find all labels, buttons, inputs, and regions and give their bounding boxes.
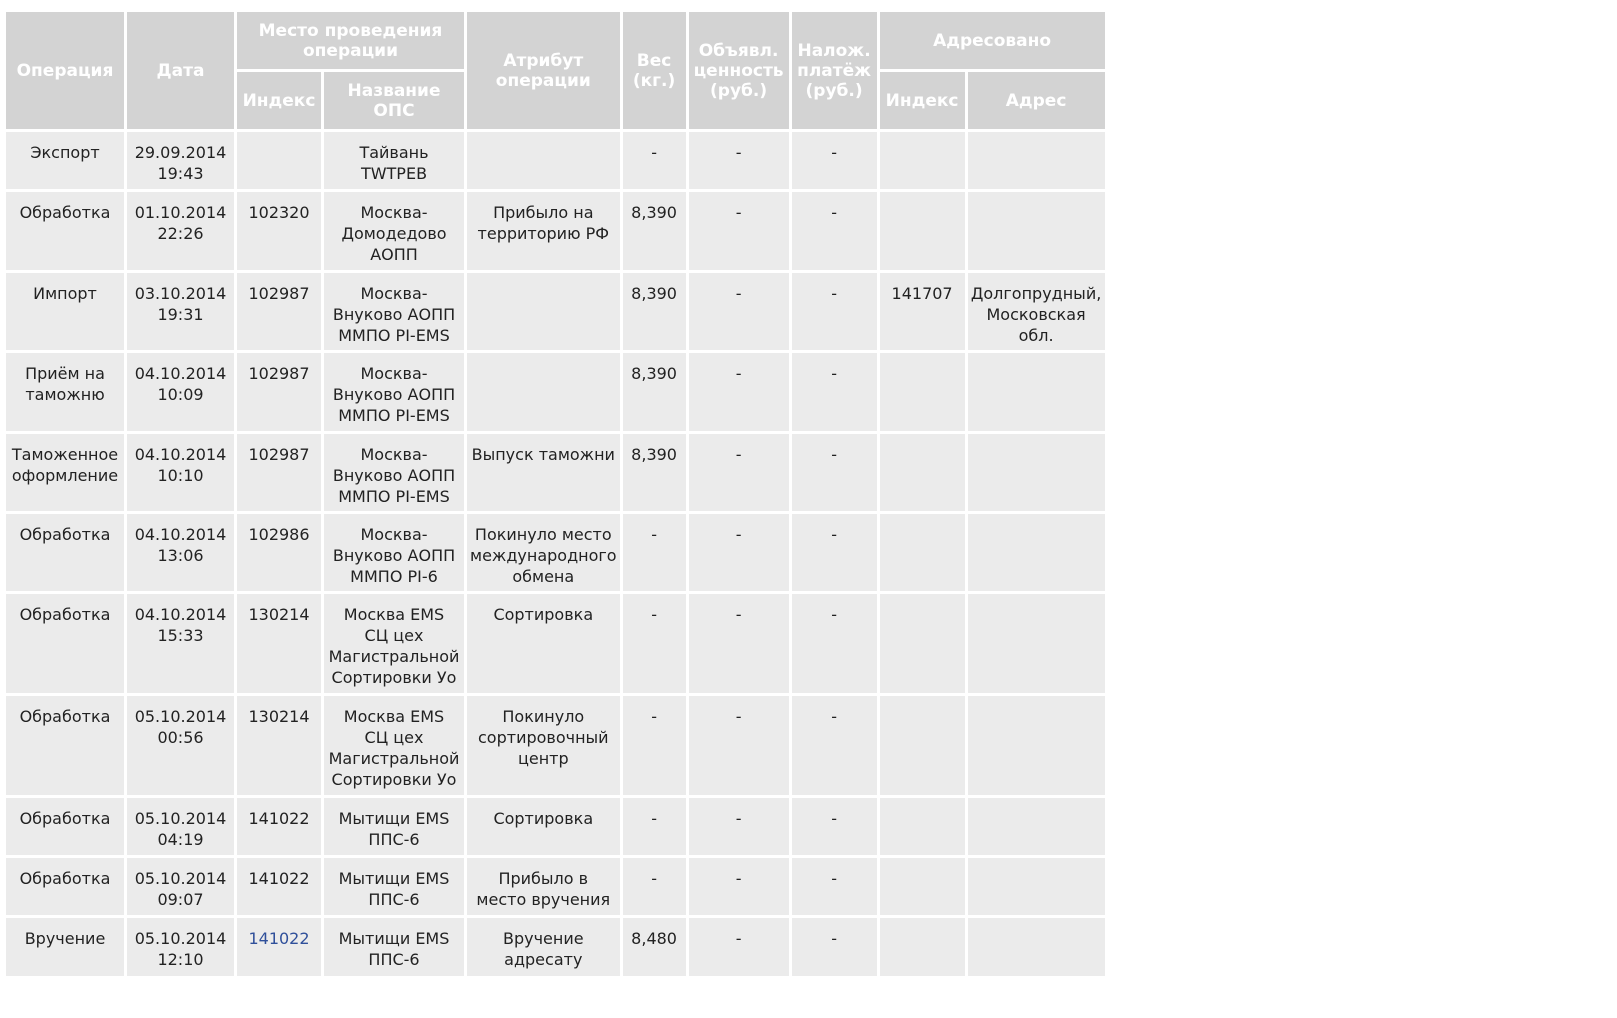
ops-name-line: Москва- xyxy=(360,525,428,544)
cell-addressed-index xyxy=(880,858,965,915)
date-text: 01.10.2014 xyxy=(134,203,227,222)
attribute-line: обмена xyxy=(512,567,575,586)
cod-text: - xyxy=(831,605,837,624)
declared-value-text: - xyxy=(735,143,742,162)
header-place-group: Место проведения операции xyxy=(237,12,464,69)
cod-text: - xyxy=(831,869,837,888)
cell-declared-value xyxy=(689,858,789,915)
ops-name-line: Москва- xyxy=(360,445,428,464)
attribute-line: Вручение xyxy=(502,929,584,948)
attribute-line: адресату xyxy=(504,950,583,969)
time-text: 09:07 xyxy=(157,890,204,909)
cell-cod xyxy=(792,353,877,431)
ops-name-line: Тайвань xyxy=(359,143,429,162)
attribute-line: сортировочный xyxy=(478,728,609,747)
date-text: 29.09.2014 xyxy=(134,143,227,162)
cell-attribute xyxy=(467,434,620,511)
place-index-text: 102987 xyxy=(248,284,310,303)
ops-name-line: Москва EMS xyxy=(343,605,445,624)
declared-value-text: - xyxy=(735,929,742,948)
cell-declared-value xyxy=(689,132,789,189)
cell-date xyxy=(127,353,234,431)
cell-declared-value xyxy=(689,434,789,511)
ops-name-line: ММПО PI-EMS xyxy=(338,326,450,345)
cell-operation xyxy=(6,273,124,350)
cod-text: - xyxy=(831,284,837,303)
cell-ops-name xyxy=(324,798,464,855)
operation-text: Экспорт xyxy=(30,143,100,162)
cell-address xyxy=(968,273,1105,350)
cell-place-index xyxy=(237,273,321,350)
attribute-line: международного xyxy=(470,546,617,565)
cod-text: - xyxy=(831,809,837,828)
cell-cod xyxy=(792,514,877,591)
time-text: 04:19 xyxy=(157,830,204,849)
time-text: 12:10 xyxy=(157,950,204,969)
date-text: 03.10.2014 xyxy=(134,284,227,303)
header-cod: Налож. платёж (руб.) xyxy=(792,12,877,129)
cell-attribute xyxy=(467,918,620,976)
header-operation: Операция xyxy=(6,12,124,129)
weight-text: - xyxy=(651,605,657,624)
place-index-text: 130214 xyxy=(248,605,310,624)
header-addressed-index: Индекс xyxy=(880,72,965,129)
declared-value-text: - xyxy=(735,203,742,222)
cell-operation xyxy=(6,918,124,976)
place-index-text: 102987 xyxy=(248,364,310,383)
cell-weight xyxy=(623,434,686,511)
cell-operation xyxy=(6,353,124,431)
address-line: Долгопрудный, xyxy=(970,284,1102,303)
header-address: Адрес xyxy=(968,72,1105,129)
declared-value-text: - xyxy=(735,869,742,888)
attribute-line: Покинуло xyxy=(502,707,585,726)
date-text: 05.10.2014 xyxy=(134,707,227,726)
date-text: 04.10.2014 xyxy=(134,445,227,464)
ops-name-line: ММПО PI-EMS xyxy=(338,406,450,425)
cell-address xyxy=(968,192,1105,270)
operation-text: Приём на таможню xyxy=(25,364,105,404)
ops-name-line: Внуково АОПП xyxy=(332,546,456,565)
cell-place-index xyxy=(237,192,321,270)
table-row xyxy=(6,273,1105,350)
cell-cod xyxy=(792,858,877,915)
date-text: 04.10.2014 xyxy=(134,605,227,624)
operation-text: Обработка xyxy=(19,707,111,726)
cell-place-index xyxy=(237,594,321,693)
cell-cod xyxy=(792,918,877,976)
cell-ops-name xyxy=(324,858,464,915)
time-text: 10:10 xyxy=(157,466,204,485)
cell-weight xyxy=(623,594,686,693)
cell-attribute xyxy=(467,514,620,591)
cell-attribute xyxy=(467,353,620,431)
cell-operation xyxy=(6,594,124,693)
cell-addressed-index xyxy=(880,273,965,350)
weight-text: 8,390 xyxy=(631,284,677,303)
header-place-index: Индекс xyxy=(237,72,321,129)
cell-weight xyxy=(623,858,686,915)
operation-text: Обработка xyxy=(19,869,111,888)
cell-declared-value xyxy=(689,594,789,693)
cell-ops-name xyxy=(324,918,464,976)
cell-addressed-index xyxy=(880,798,965,855)
cell-date xyxy=(127,273,234,350)
ops-name-line: ППС-6 xyxy=(368,950,420,969)
ops-name-line: Мытищи EMS xyxy=(338,809,450,828)
place-index-text: 102320 xyxy=(248,203,310,222)
ops-name-line: СЦ цех xyxy=(364,728,424,747)
cell-place-index xyxy=(237,798,321,855)
date-text: 05.10.2014 xyxy=(134,869,227,888)
header-weight: Вес (кг.) xyxy=(623,12,686,129)
cell-address xyxy=(968,918,1105,976)
cell-place-index xyxy=(237,514,321,591)
weight-text: - xyxy=(651,707,657,726)
cell-operation xyxy=(6,192,124,270)
operation-text: Таможенное оформление xyxy=(11,445,119,485)
date-text: 05.10.2014 xyxy=(134,929,227,948)
ops-name-line: Внуково АОПП xyxy=(332,305,456,324)
cod-text: - xyxy=(831,203,837,222)
table-row xyxy=(6,594,1105,693)
ops-name-line: ММПО PI-EMS xyxy=(338,487,450,506)
time-text: 19:43 xyxy=(157,164,204,183)
cell-date xyxy=(127,192,234,270)
time-text: 15:33 xyxy=(157,626,204,645)
cell-place-index xyxy=(237,858,321,915)
cell-address xyxy=(968,594,1105,693)
weight-text: 8,390 xyxy=(631,203,677,222)
cell-address xyxy=(968,434,1105,511)
cell-attribute xyxy=(467,273,620,350)
ops-name-line: Домодедово xyxy=(341,224,447,243)
ops-name-line: Сортировки Уо xyxy=(331,668,457,687)
cell-date xyxy=(127,132,234,189)
cell-address xyxy=(968,514,1105,591)
cell-date xyxy=(127,594,234,693)
weight-text: 8,390 xyxy=(631,445,677,464)
place-index-text: 102987 xyxy=(248,445,310,464)
cell-ops-name xyxy=(324,696,464,795)
cell-date xyxy=(127,798,234,855)
cell-weight xyxy=(623,192,686,270)
header-addressed-group: Адресовано xyxy=(880,12,1105,69)
cod-text: - xyxy=(831,445,837,464)
cell-weight xyxy=(623,696,686,795)
declared-value-text: - xyxy=(735,445,742,464)
cell-attribute xyxy=(467,192,620,270)
operation-text: Обработка xyxy=(19,605,111,624)
address-line: Московская xyxy=(986,305,1086,324)
cell-date xyxy=(127,514,234,591)
ops-name-line: Москва- xyxy=(360,284,428,303)
cell-addressed-index xyxy=(880,594,965,693)
table-row xyxy=(6,132,1105,189)
ops-name-line: ММПО PI-6 xyxy=(350,567,438,586)
attribute-line: территорию РФ xyxy=(477,224,610,243)
date-text: 04.10.2014 xyxy=(134,525,227,544)
attribute-line: Покинуло место xyxy=(474,525,612,544)
cell-operation xyxy=(6,514,124,591)
cell-operation xyxy=(6,798,124,855)
operation-text: Вручение xyxy=(24,929,106,948)
cod-text: - xyxy=(831,525,837,544)
ops-name-line: Сортировки Уо xyxy=(331,770,457,789)
cell-date xyxy=(127,858,234,915)
place-index-text: 141022 xyxy=(248,869,310,888)
cell-attribute xyxy=(467,594,620,693)
operation-text: Обработка xyxy=(19,809,111,828)
attribute-line: Прибыло на xyxy=(493,203,594,222)
cell-address xyxy=(968,858,1105,915)
declared-value-text: - xyxy=(735,525,742,544)
cell-operation xyxy=(6,132,124,189)
date-text: 05.10.2014 xyxy=(134,809,227,828)
attribute-line: центр xyxy=(517,749,569,768)
cell-declared-value xyxy=(689,918,789,976)
tracking-table xyxy=(3,9,1108,979)
table-row xyxy=(6,798,1105,855)
cell-operation xyxy=(6,434,124,511)
cell-address xyxy=(968,132,1105,189)
cell-weight xyxy=(623,273,686,350)
weight-text: - xyxy=(651,525,657,544)
cell-addressed-index xyxy=(880,434,965,511)
header-declared-value: Объявл. ценность (руб.) xyxy=(689,12,789,129)
declared-value-text: - xyxy=(735,364,742,383)
tracking-table-body xyxy=(6,132,1105,976)
cell-ops-name xyxy=(324,273,464,350)
cell-address xyxy=(968,798,1105,855)
cell-weight xyxy=(623,353,686,431)
cell-ops-name xyxy=(324,514,464,591)
addressed-index-text: 141707 xyxy=(891,284,953,303)
table-row xyxy=(6,353,1105,431)
cell-date xyxy=(127,696,234,795)
cell-operation xyxy=(6,696,124,795)
cell-addressed-index xyxy=(880,132,965,189)
cell-place-index xyxy=(237,132,321,189)
weight-text: 8,480 xyxy=(631,929,677,948)
cell-addressed-index xyxy=(880,192,965,270)
ops-name-line: Внуково АОПП xyxy=(332,466,456,485)
cell-declared-value xyxy=(689,192,789,270)
cell-weight xyxy=(623,514,686,591)
cell-addressed-index xyxy=(880,696,965,795)
cell-cod xyxy=(792,273,877,350)
date-text: 04.10.2014 xyxy=(134,364,227,383)
cell-place-index xyxy=(237,696,321,795)
attribute-line: Сортировка xyxy=(493,809,594,828)
place-index-text: 102986 xyxy=(248,525,310,544)
table-row xyxy=(6,192,1105,270)
cell-ops-name xyxy=(324,434,464,511)
cell-operation xyxy=(6,858,124,915)
cell-cod xyxy=(792,192,877,270)
place-index-text: 141022 xyxy=(248,809,310,828)
declared-value-text: - xyxy=(735,809,742,828)
cell-cod xyxy=(792,696,877,795)
cod-text: - xyxy=(831,707,837,726)
place-index-text: 130214 xyxy=(248,707,310,726)
ops-name-line: Москва- xyxy=(360,364,428,383)
cell-cod xyxy=(792,594,877,693)
cell-ops-name xyxy=(324,353,464,431)
time-text: 10:09 xyxy=(157,385,204,404)
cell-declared-value xyxy=(689,273,789,350)
time-text: 19:31 xyxy=(157,305,204,324)
ops-name-line: СЦ цех xyxy=(364,626,424,645)
ops-name-line: Магистральной xyxy=(328,647,460,666)
time-text: 13:06 xyxy=(157,546,204,565)
header-ops-name: Название ОПС xyxy=(324,72,464,129)
cell-weight xyxy=(623,798,686,855)
table-row xyxy=(6,434,1105,511)
cell-address xyxy=(968,353,1105,431)
cell-addressed-index xyxy=(880,918,965,976)
cell-addressed-index xyxy=(880,353,965,431)
cell-weight xyxy=(623,132,686,189)
ops-name-line: Мытищи EMS xyxy=(338,929,450,948)
declared-value-text: - xyxy=(735,707,742,726)
cell-attribute xyxy=(467,132,620,189)
cell-attribute xyxy=(467,858,620,915)
cell-attribute xyxy=(467,696,620,795)
declared-value-text: - xyxy=(735,605,742,624)
ops-name-line: Москва EMS xyxy=(343,707,445,726)
place-index-link[interactable]: 141022 xyxy=(248,929,310,948)
attribute-line: Сортировка xyxy=(493,605,594,624)
ops-name-line: АОПП xyxy=(370,245,418,264)
weight-text: - xyxy=(651,143,657,162)
cod-text: - xyxy=(831,364,837,383)
ops-name-line: Внуково АОПП xyxy=(332,385,456,404)
cell-address xyxy=(968,696,1105,795)
address-line: обл. xyxy=(1018,326,1054,345)
ops-name-line: Мытищи EMS xyxy=(338,869,450,888)
operation-text: Обработка xyxy=(19,525,111,544)
cell-date xyxy=(127,918,234,976)
ops-name-line: TWTPEB xyxy=(360,164,428,183)
cell-ops-name xyxy=(324,132,464,189)
cell-declared-value xyxy=(689,514,789,591)
ops-name-line: Магистральной xyxy=(328,749,460,768)
attribute-line: Прибыло в xyxy=(498,869,589,888)
header-attribute: Атрибут операции xyxy=(467,12,620,129)
cell-cod xyxy=(792,132,877,189)
cod-text: - xyxy=(831,929,837,948)
cell-place-index xyxy=(237,353,321,431)
cell-cod xyxy=(792,798,877,855)
table-row xyxy=(6,514,1105,591)
ops-name-line: ППС-6 xyxy=(368,830,420,849)
ops-name-line: ППС-6 xyxy=(368,890,420,909)
time-text: 00:56 xyxy=(157,728,204,747)
table-row xyxy=(6,918,1105,976)
attribute-line: место вручения xyxy=(476,890,611,909)
cell-declared-value xyxy=(689,353,789,431)
weight-text: - xyxy=(651,809,657,828)
cell-declared-value xyxy=(689,696,789,795)
cell-place-index xyxy=(237,434,321,511)
cell-cod xyxy=(792,434,877,511)
declared-value-text: - xyxy=(735,284,742,303)
table-row xyxy=(6,696,1105,795)
header-date: Дата xyxy=(127,12,234,129)
cell-attribute xyxy=(467,798,620,855)
weight-text: 8,390 xyxy=(631,364,677,383)
cell-place-index[interactable] xyxy=(237,918,321,976)
table-row xyxy=(6,858,1105,915)
cell-addressed-index xyxy=(880,514,965,591)
ops-name-line: Москва- xyxy=(360,203,428,222)
attribute-line: Выпуск таможни xyxy=(471,445,615,464)
time-text: 22:26 xyxy=(157,224,204,243)
cell-weight xyxy=(623,918,686,976)
cell-declared-value xyxy=(689,798,789,855)
cell-ops-name xyxy=(324,594,464,693)
operation-text: Импорт xyxy=(33,284,97,303)
cell-ops-name xyxy=(324,192,464,270)
weight-text: - xyxy=(651,869,657,888)
tracking-table-container xyxy=(6,12,1105,976)
cell-date xyxy=(127,434,234,511)
cod-text: - xyxy=(831,143,837,162)
operation-text: Обработка xyxy=(19,203,111,222)
